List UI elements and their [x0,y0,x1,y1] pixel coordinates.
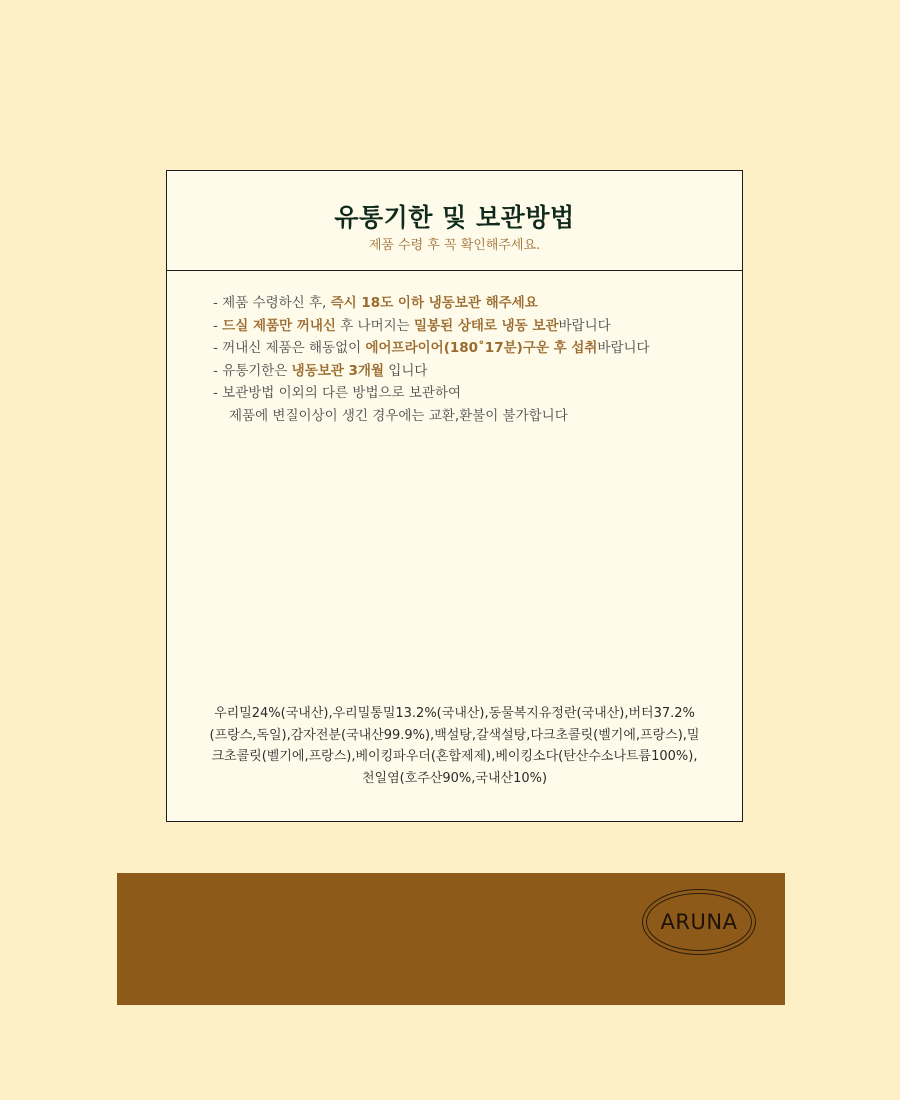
note-text: 후 나머지는 [335,317,414,334]
note-highlight: 즉시 18도 이하 냉동보관 해주세요 [330,295,538,311]
storage-note [213,405,722,428]
brand-logo [642,889,756,955]
note-text: 입니다 [384,362,428,379]
note-text: 제품에 변질이상이 생긴 경우에는 교환,환불이 불가합니다 [229,407,568,424]
card-header [167,171,742,271]
note-text: 바랍니다 [597,340,650,356]
card-subtitle: 제품 수령 후 꼭 확인해주세요. [368,238,541,253]
ingredients-text [181,703,728,789]
storage-note [213,337,722,360]
note-text: - 꺼내신 제품은 해동없이 [213,340,366,356]
brand-logo-text: ARUNA [646,893,752,951]
storage-note [213,382,722,405]
storage-info-card [166,170,743,822]
note-highlight: 밀봉된 상태로 냉동 보관 [414,317,559,334]
note-text: - 보관방법 이외의 다른 방법으로 보관하여 [213,385,462,401]
ingredients-line: (프랑스,독일),감자전분(국내산99.9%),백설탕,갈색설탕,다크초콜릿(벨기에,프랑스),밀 [209,727,700,743]
note-text: 바랍니다 [558,317,611,334]
ingredients-line: 우리밀24%(국내산),우리밀통밀13.2%(국내산),동물복지유정란(국내산),버터37.2% [214,706,695,721]
note-text: - 유통기한은 [213,362,292,379]
brand-bar [117,873,785,1005]
card-title: 유통기한 및 보관방법 [334,203,575,232]
ingredients-line: 천일염(호주산90%,국내산10%) [361,770,548,786]
note-text: - [213,317,223,334]
note-highlight: 에어프라이어(180˚17분)구운 후 섭취 [365,340,598,356]
note-text: - 제품 수령하신 후, [213,295,331,311]
ingredients-line: 크초콜릿(벨기에,프랑스),베이킹파우더(혼합제제),베이킹소다(탄산수소나트륨100%), [211,749,698,764]
note-highlight: 냉동보관 3개월 [291,362,385,379]
storage-notes-list [213,292,722,427]
storage-note [213,292,722,315]
storage-note [213,360,722,383]
note-highlight: 드실 제품만 꺼내신 [222,317,336,334]
storage-note [213,315,722,338]
